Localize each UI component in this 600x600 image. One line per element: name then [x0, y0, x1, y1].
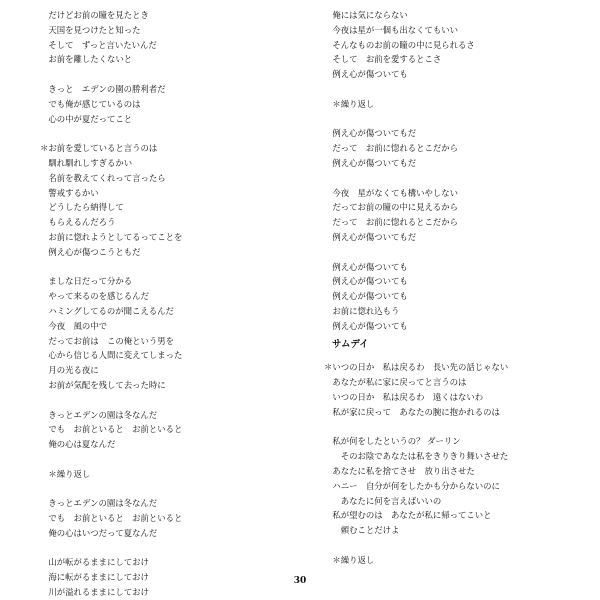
lyric-line: 名前を教えてくれって言ったら [40, 172, 166, 183]
lyric-line: やって来るのを感じるんだ [40, 291, 149, 302]
lyric-line: だけどお前の瞳を見たとき [40, 10, 149, 20]
lyric-line: ハミングしてるのが聞こえるんだ [40, 305, 174, 316]
lyric-line: 馴れ馴れしすぎるかい [40, 157, 133, 168]
lyric-line: でも お前といると お前といると [40, 424, 183, 435]
stanza-gap [324, 538, 584, 553]
lyric-line: そして お前を愛するとこさ [324, 54, 442, 65]
page-number: 30 [293, 576, 307, 586]
lyric-line: でも お前といると お前といると [40, 513, 183, 524]
lyric-line: 今夜 風の中で [40, 320, 107, 331]
lyric-line: きっとエデンの園は冬なんだ [40, 409, 158, 420]
lyric-line: 月の光る夜に [40, 365, 99, 376]
lyric-line: きっと エデンの園の勝利者だ [40, 83, 166, 94]
lyric-line: ＊繰り返し [324, 98, 375, 109]
lyric-line: 頼むことだけよ [324, 525, 400, 536]
song-title: サムデイ [332, 338, 369, 350]
lyric-line: だってお前の瞳の中に見えるから [324, 202, 458, 213]
lyric-line: 私が何をしたというの？ ダーリン [324, 436, 461, 447]
lyric-line: 海に転がるままにしておけ [40, 572, 149, 583]
lyric-line: 例え心が傷ついても [324, 261, 408, 272]
lyric-line: でも俺が感じているのは [40, 98, 141, 109]
lyric-line: だってお前は この俺という男を [40, 335, 174, 346]
lyric-line: お前を離したくないと [40, 54, 133, 65]
lyric-line: 心の中が夏だってこと [40, 113, 133, 124]
lyric-line: あなたに何を言えばいいの [324, 495, 442, 506]
lyric-line: ＊繰り返し [324, 554, 375, 565]
lyrics-right-column [324, 8, 584, 567]
lyric-line: あなたに私を捨てさせ 放り出させた [324, 465, 475, 476]
lyric-line: お前が気配を残して去った時に [40, 379, 166, 390]
lyric-line: お前に惚れ込もう [324, 305, 400, 316]
lyric-line: きっとエデンの園は冬なんだ [40, 498, 158, 509]
stanza-gap [324, 245, 584, 260]
stanza-gap [40, 67, 290, 82]
stanza-gap [324, 112, 584, 127]
lyric-line: あなたが私に家に戻ってと言うのは [324, 377, 467, 388]
stanza-gap [40, 541, 290, 556]
stanza-gap [40, 126, 290, 141]
stanza-gap [40, 482, 290, 497]
lyric-line: 例え心が傷ついてもだ [324, 128, 417, 139]
lyrics-right-top [324, 8, 584, 334]
lyric-line: だって お前に惚れるとこだから [324, 217, 458, 228]
lyric-line: そして ずっと言いたいんだ [40, 39, 157, 50]
lyric-line: ハニー 自分が何をしたかも分からないのに [324, 480, 500, 491]
lyric-line: 例え心が傷ついても [324, 69, 408, 80]
lyric-line: 今夜は星が一個も出なくてもいい [324, 24, 458, 35]
lyric-line: 俺には気にならない [324, 10, 408, 20]
lyric-line: 例え心が傷ついてもだ [324, 231, 417, 242]
lyric-line: 山が転がるままにしておけ [40, 557, 149, 568]
stanza-gap [40, 393, 290, 408]
lyric-line: ＊繰り返し [40, 468, 91, 479]
stanza-gap [40, 452, 290, 467]
lyric-line: ましな日だって分かる [40, 276, 133, 287]
lyric-line: そのお陰であなたは私をきりきり舞いさせた [324, 451, 509, 462]
lyric-line: 今夜 星がなくても構いやしない [324, 187, 458, 198]
lyric-line: ＊いつの日か 私は戻るわ 長い先の話じゃない [324, 362, 509, 373]
lyrics-right-bottom [324, 360, 584, 567]
lyric-line: どうしたら納得して [40, 202, 124, 213]
lyric-line: 例え心が傷ついても [324, 276, 408, 287]
lyric-line: そんなものお前の瞳の中に見られるさ [324, 39, 475, 50]
lyric-line: 私が家に戻って あなたの腕に抱かれるのは [324, 406, 500, 417]
stanza-gap [324, 171, 584, 186]
lyric-line: 例え心が傷ついても [324, 320, 408, 331]
lyrics-left-column [40, 8, 290, 600]
lyric-line: 例え心が傷つこうともだ [40, 246, 141, 257]
lyric-line: 例え心が傷ついてもだ [324, 157, 417, 168]
lyric-line: 俺の心はいつだって夏なんだ [40, 527, 158, 538]
lyric-line: 警戒するかい [40, 187, 99, 198]
lyric-line: お前に惚れようとしてるってことを [40, 231, 183, 242]
stanza-gap [40, 260, 290, 275]
lyric-line: 川が溢れるままにしておけ [40, 587, 149, 598]
lyric-line: だって お前に惚れるとこだから [324, 143, 458, 154]
stanza-gap [324, 82, 584, 97]
lyric-line: 天国を見つけたと知った [40, 24, 141, 35]
lyric-line: いつの日か 私は戻るわ 遠くはないわ [324, 391, 484, 402]
lyric-line: もらえるんだろう [40, 217, 116, 228]
lyric-line: 私が望むのは あなたが私に帰ってこいと [324, 510, 492, 521]
lyric-line: 例え心が傷ついても [324, 291, 408, 302]
lyric-line: 心から信じる人間に変えてしまった [40, 350, 183, 361]
lyric-line: 俺の心は夏なんだ [40, 439, 116, 450]
lyric-line: ＊お前を愛していると言うのは [40, 143, 158, 154]
stanza-gap [324, 420, 584, 435]
